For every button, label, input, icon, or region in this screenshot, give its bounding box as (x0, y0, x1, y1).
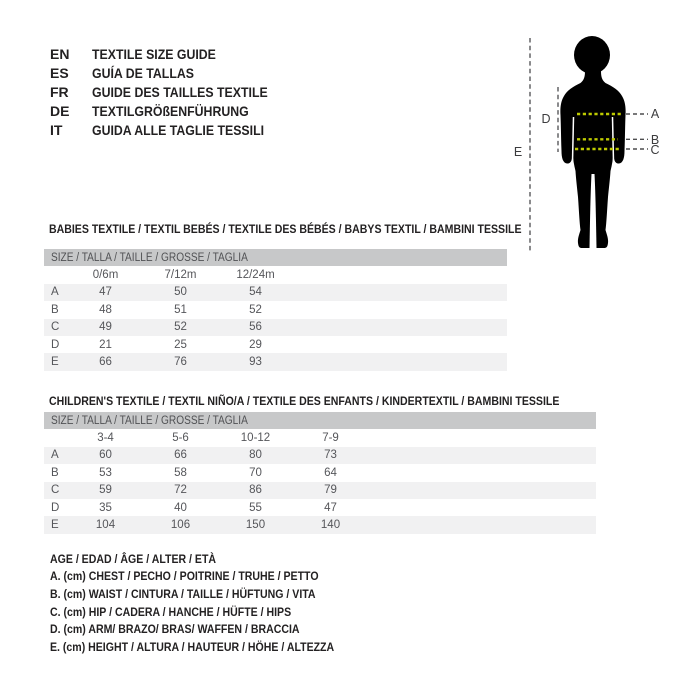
table-row (44, 319, 507, 336)
cell: 64 (324, 466, 337, 479)
cell: 72 (174, 484, 187, 497)
cell: 50 (174, 286, 187, 299)
cell: 21 (99, 338, 112, 351)
cell: 52 (174, 321, 187, 334)
cell: 76 (174, 356, 187, 369)
cell: 140 (320, 519, 341, 532)
measure-label-d: D (541, 111, 551, 126)
measurement-legend (50, 550, 373, 656)
row-label: E (51, 519, 59, 532)
table-row (44, 301, 507, 318)
language-title: GUÍA DE TALLAS (92, 64, 194, 81)
table-row (44, 516, 596, 533)
column-header-row (44, 429, 596, 446)
column-header: 3-4 (97, 432, 114, 445)
cell: 70 (249, 466, 262, 479)
cell: 25 (174, 338, 187, 351)
cell: 59 (99, 484, 112, 497)
legend-item-height: E. (cm) HEIGHT / ALTURA / HAUTEUR / HÖHE / ALTEZZA (50, 639, 335, 654)
cell: 73 (324, 449, 337, 462)
row-label: E (51, 356, 59, 369)
row-label: A (51, 286, 59, 299)
table-header-bar: SIZE / TALLA / TAILLE / GRÖSSE / TAGLIA (44, 249, 507, 266)
cell: 66 (174, 449, 187, 462)
table-header-bar: SIZE / TALLA / TAILLE / GRÖSSE / TAGLIA (44, 412, 596, 429)
cell: 93 (249, 356, 262, 369)
column-header-row (44, 266, 507, 283)
cell: 54 (249, 286, 262, 299)
row-label: D (51, 338, 60, 351)
cell: 53 (99, 466, 112, 479)
language-title-block (50, 44, 292, 139)
cell: 104 (95, 519, 116, 532)
cell: 40 (174, 501, 187, 514)
language-row-it (50, 120, 292, 139)
table-row (44, 284, 507, 301)
column-header: 12/24m (236, 269, 275, 282)
children-section-title: CHILDREN'S TEXTILE / TEXTIL NIÑO/A / TEXTILE DES ENFANTS / KINDERTEXTIL / BAMBINI TESSILE (49, 394, 560, 408)
cell: 80 (249, 449, 262, 462)
legend-age-title: AGE / EDAD / ÂGE / ALTER / ETÀ (50, 551, 217, 566)
table-row (44, 499, 596, 516)
cell: 47 (99, 286, 112, 299)
row-label: C (51, 321, 60, 334)
legend-item-hip: C. (cm) HIP / CADERA / HANCHE / HÜFTE / HIPS (50, 604, 292, 619)
language-row-es (50, 63, 292, 82)
language-title: TEXTILGRÖßENFÜHRUNG (92, 102, 249, 119)
legend-item-waist: B. (cm) WAIST / CINTURA / TAILLE / HÜFTUNG / VITA (50, 586, 316, 601)
row-label: B (51, 466, 59, 479)
cell: 55 (249, 501, 262, 514)
language-row-de (50, 101, 292, 120)
cell: 49 (99, 321, 112, 334)
cell: 35 (99, 501, 112, 514)
language-code: IT (50, 121, 63, 138)
measure-label-a: A (650, 107, 660, 121)
cell: 56 (249, 321, 262, 334)
cell: 79 (324, 484, 337, 497)
measure-label-b: B (650, 132, 660, 147)
cell: 60 (99, 449, 112, 462)
babies-size-table (44, 249, 507, 371)
table-row (44, 336, 507, 353)
cell: 86 (249, 484, 262, 497)
column-header: 7-9 (322, 432, 339, 445)
column-header: 0/6m (92, 269, 119, 282)
language-title: GUIDE DES TAILLES TEXTILE (92, 83, 268, 100)
language-row-en (50, 44, 292, 63)
legend-item-arm: D. (cm) ARM/ BRAZO/ BRAS/ WAFFEN / BRACCIA (50, 622, 300, 637)
cell: 29 (249, 338, 262, 351)
row-label: B (51, 303, 59, 316)
cell: 66 (99, 356, 112, 369)
table-row (44, 464, 596, 481)
row-label: C (51, 484, 60, 497)
language-code: ES (50, 64, 69, 81)
measure-label-c: C (650, 142, 660, 157)
language-title: GUIDA ALLE TAGLIE TESSILI (92, 121, 265, 138)
children-size-table (44, 412, 596, 534)
cell: 47 (324, 501, 337, 514)
table-row (44, 447, 596, 464)
babies-section-title: BABIES TEXTILE / TEXTIL BEBÉS / TEXTILE DES BÉBÉS / BABYS TEXTIL / BAMBINI TESSILE (49, 222, 522, 236)
cell: 150 (245, 519, 266, 532)
language-code: EN (50, 45, 70, 62)
measure-label-e: E (513, 144, 523, 159)
cell: 52 (249, 303, 262, 316)
row-label: A (51, 449, 59, 462)
cell: 106 (170, 519, 191, 532)
column-header: 5-6 (172, 432, 189, 445)
row-label: D (51, 501, 60, 514)
table-row (44, 482, 596, 499)
column-header: 7/12m (164, 269, 197, 282)
language-code: FR (50, 83, 69, 100)
cell: 48 (99, 303, 112, 316)
column-header: 10-12 (240, 432, 271, 445)
table-row (44, 353, 507, 370)
language-row-fr (50, 82, 292, 101)
language-code: DE (50, 102, 70, 119)
legend-item-chest: A. (cm) CHEST / PECHO / POITRINE / TRUHE / PETTO (50, 569, 319, 584)
cell: 58 (174, 466, 187, 479)
language-title: TEXTILE SIZE GUIDE (92, 45, 216, 62)
cell: 51 (174, 303, 187, 316)
